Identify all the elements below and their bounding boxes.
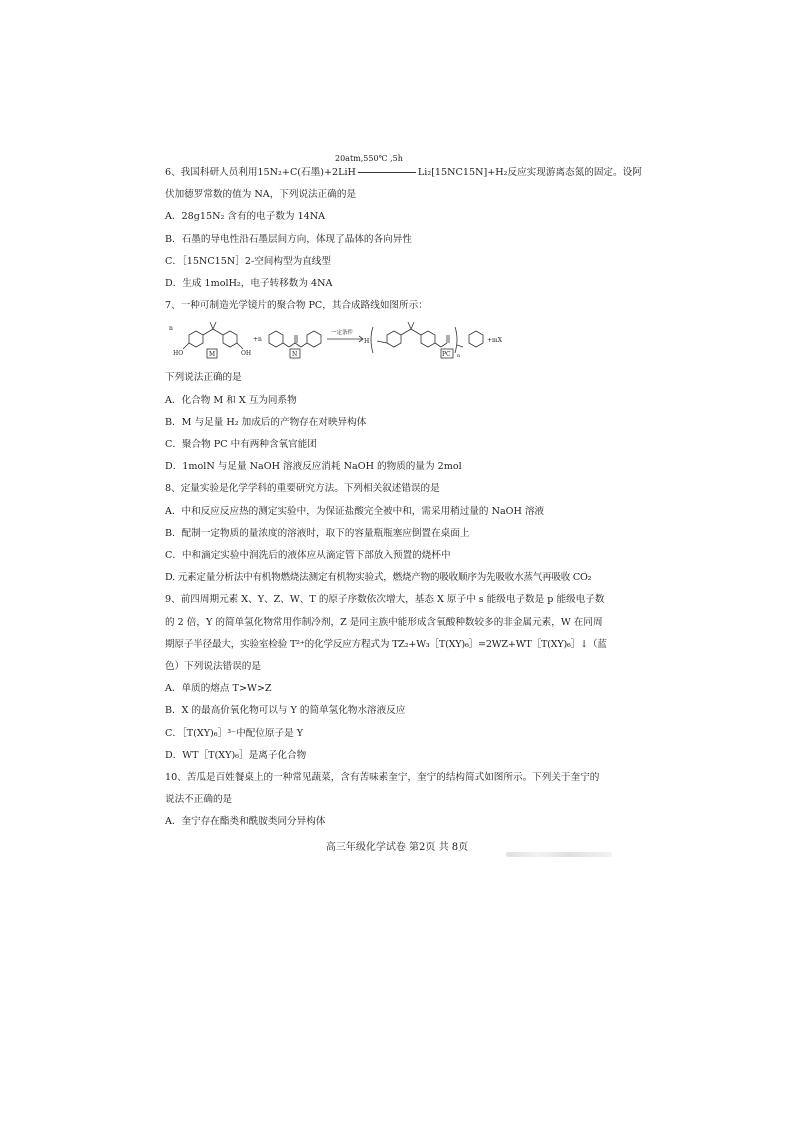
q10-option-a: A．奎宁存在酯类和酰胺类同分异构体 [165,816,326,828]
q8-option-c: C．中和滴定实验中润洗后的液体应从滴定管下部放入预置的烧杯中 [165,550,451,562]
q9-option-a: A．单质的熔点 T>W>Z [165,683,272,695]
question-content [165,154,642,834]
faint-watermark-smudge [506,852,612,857]
q7-stem: 7、一种可制造光学镜片的聚合物 PC，其合成路线如图所示： [165,300,428,312]
q10-stem-line1: 10、苦瓜是百姓餐桌上的一种常见蔬菜，含有苦味素奎宁，奎宁的结构简式如图所示。下列关于奎宁的 [165,772,600,784]
q6-option-a: A．28g15N₂ 含有的电子数为 14NA [165,211,326,223]
q9-option-c: C．［T(XY)₆］³⁻中配位原子是 Y [165,727,304,739]
q8-option-a: A．中和反应反应热的测定实验中，为保证盐酸完全被中和，需采用稍过量的 NaOH 溶液 [165,505,545,517]
q7-option-b: B．M 与足量 H₂ 加成后的产物存在对映异构体 [165,416,367,428]
q8-option-d: D. 元素定量分析法中有机物燃烧法测定有机物实验式，燃烧产物的吸收顺序为先吸收水蒸气再吸收 CO₂ [165,572,592,584]
q9-stem-line2: 的 2 倍，Y 的简单氢化物常用作制冷剂，Z 是同主族中能形成含氧酸种数较多的非金属元素，W 在同周 [165,616,603,628]
m-oh-group: OH [241,350,252,358]
q7-option-d: D．1molN 与足量 NaOH 溶液反应消耗 NaOH 的物质的量为 2mol [165,461,462,473]
q6-formula-right: Li₂[15NC15N]+H₂ [417,167,508,178]
n-coefficient: +n [253,336,262,344]
reaction-scheme-diagram [165,319,630,365]
pc-h-end: H [364,338,370,346]
q6-stem-line1 [165,154,642,184]
q9-stem-line1: 9、前四周期元素 X、Y、Z、W、T 的原子序数依次增大，基态 X 原子中 s 能级电子数是 p 能级电子数 [165,594,605,606]
q6-option-c: C．［15NC15N］2-空间构型为直线型 [165,255,331,267]
q6-text-a: 6、我国科研人员利用 [165,167,258,178]
label-pc: PC [442,351,451,359]
q7-option-c: C．聚合物 PC 中有两种含氧官能团 [165,439,317,451]
m-coefficient: n [169,325,173,333]
q6-formula-left: 15N₂+C(石墨)+2LiH [257,167,356,178]
q10-stem-line2: 说法不正确的是 [165,794,233,806]
m-ho-group: HO [173,350,184,358]
page-footer: 高三年级化学试卷 第2页 共 8页 [325,842,469,853]
label-n: N [292,351,298,359]
byproduct-mx: +mX [487,337,502,345]
q9-stem-line4: 色）下列说法错误的是 [165,661,261,673]
q9-stem-line3: 期原子半径最大，实验室检验 T²⁺的化学反应方程式为 TZ₂+W₃［T(XY)₆］=2WZ+WT［T(XY)₆］↓（蓝 [165,638,607,650]
q6-text-b: 反应实现游离态氮的固定。设阿 [507,167,642,178]
q9-option-b: B．X 的最高价氧化物可以与 Y 的简单氢化物水溶液反应 [165,705,406,717]
q6-stem-line2: 伏加德罗常数的值为 NA，下列说法正确的是 [165,189,357,201]
q6-conditions: 20atm,550℃ ,5h [335,154,403,163]
q8-option-b: B．配制一定物质的量浓度的溶液时，取下的容量瓶瓶塞应倒置在桌面上 [165,527,470,539]
q8-stem: 8、定量实验是化学学科的重要研究方法。下列相关叙述错误的是 [165,483,440,495]
q7-question: 下列说法正确的是 [165,372,242,384]
arrow-condition: 一定条件 [331,330,354,337]
label-m: M [209,351,216,359]
pc-subscript-n: n [457,353,461,360]
q6-option-d: D．生成 1molH₂，电子转移数为 4NA [165,278,333,290]
q6-option-b: B．石墨的导电性沿石墨层间方向，体现了晶体的各向异性 [165,233,412,245]
q7-reaction-scheme [165,319,630,365]
q9-option-d: D．WT［T(XY)₆］是离子化合物 [165,749,307,761]
q7-option-a: A．化合物 M 和 X 互为同系物 [165,394,297,406]
reaction-arrow [358,172,416,173]
